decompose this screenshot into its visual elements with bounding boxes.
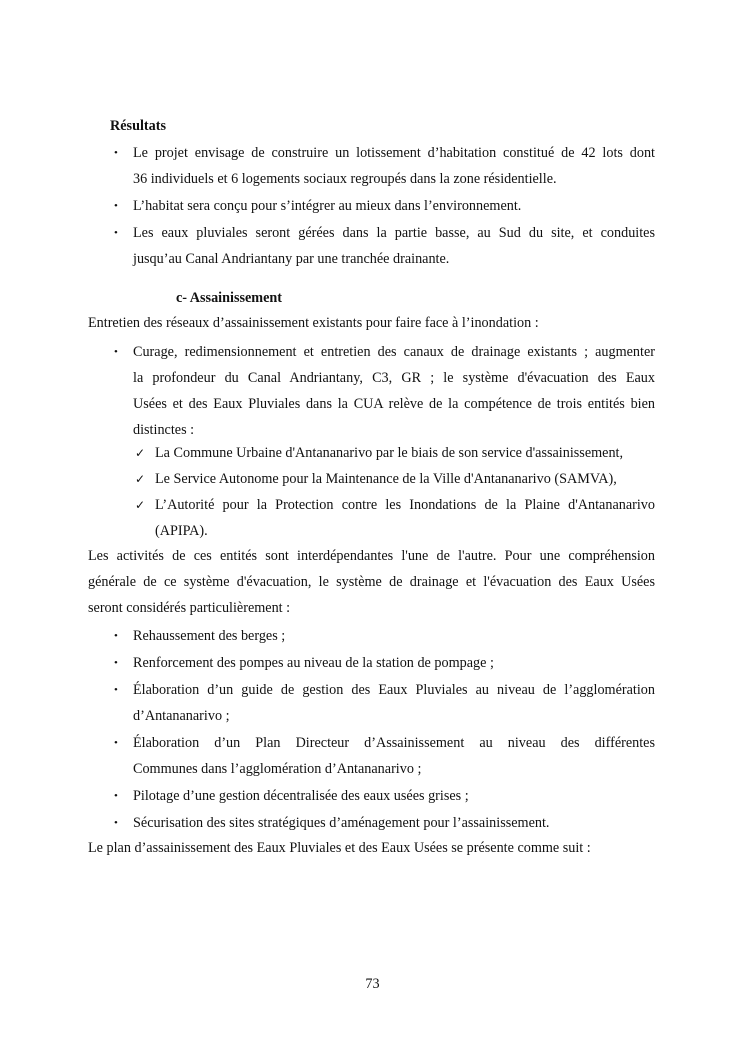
action-4-line-2: Communes dans l’agglomération d’Antananarivo ; — [133, 761, 422, 777]
bullet-icon: • — [114, 737, 118, 749]
action-2: Renforcement des pompes au niveau de la station de pompage ; — [133, 655, 494, 671]
bullet-icon: • — [114, 227, 118, 239]
entite-1: La Commune Urbaine d'Antananarivo par le biais de son service d'assainissement, — [155, 445, 624, 461]
para-activites-line-3: seront considérés particulièrement : — [88, 600, 291, 616]
curage-line-3: Usées et des Eaux Pluviales dans la CUA relève de la compétence de trois entités bien — [133, 396, 655, 412]
entite-2: Le Service Autonome pour la Maintenance de la Ville d'Antananarivo (SAMVA), — [155, 471, 617, 487]
section-heading-assainissement: c- Assainissement — [176, 290, 283, 306]
bullet-icon: • — [114, 684, 118, 696]
para-activites-line-1: Les activités de ces entités sont interdépendantes l'une de l'autre. Pour une compréhension — [88, 548, 655, 564]
resultats-item-1-line-2: 36 individuels et 6 logements sociaux regroupés dans la zone résidentielle. — [133, 171, 557, 187]
curage-line-2: la profondeur du Canal Andriantany, C3, GR ; le système d'évacuation des Eaux — [133, 370, 655, 386]
bullet-icon: • — [114, 657, 118, 669]
check-icon: ✓ — [135, 498, 146, 512]
action-5: Pilotage d’une gestion décentralisée des eaux usées grises ; — [133, 788, 469, 804]
resultats-item-2-line-1: L’habitat sera conçu pour s’intégrer au mieux dans l’environnement. — [133, 198, 522, 214]
bullet-icon: • — [114, 790, 118, 802]
bullet-icon: • — [114, 147, 118, 159]
bullet-icon: • — [114, 630, 118, 642]
curage-line-1: Curage, redimensionnement et entretien des canaux de drainage existants ; augmenter — [133, 344, 655, 360]
heading-resultats: Résultats — [110, 118, 166, 134]
action-3-line-2: d’Antananarivo ; — [133, 708, 230, 724]
entite-3-line-2: (APIPA). — [155, 523, 208, 539]
resultats-item-3-line-1: Les eaux pluviales seront gérées dans la partie basse, au Sud du site, et conduites — [133, 225, 655, 241]
bullet-icon: • — [114, 817, 118, 829]
para-activites-line-2: générale de ce système d'évacuation, le système de drainage et l'évacuation des Eaux Usées — [88, 574, 655, 590]
page-number: 73 — [365, 976, 380, 992]
intro-entretien: Entretien des réseaux d’assainissement existants pour faire face à l’inondation : — [88, 315, 539, 331]
bullet-icon: • — [114, 346, 118, 358]
action-1: Rehaussement des berges ; — [133, 628, 286, 644]
resultats-item-1-line-1: Le projet envisage de construire un lotissement d’habitation constitué de 42 lots dont — [133, 145, 655, 161]
action-4-line-1: Élaboration d’un Plan Directeur d’Assainissement au niveau des différentes — [133, 735, 655, 751]
resultats-item-3-line-2: jusqu’au Canal Andriantany par une tranchée drainante. — [133, 251, 450, 267]
check-icon: ✓ — [135, 472, 146, 486]
action-3-line-1: Élaboration d’un guide de gestion des Eaux Pluviales au niveau de l’agglomération — [133, 682, 655, 698]
conclusion: Le plan d’assainissement des Eaux Pluviales et des Eaux Usées se présente comme suit : — [88, 840, 591, 856]
entite-3-line-1: L’Autorité pour la Protection contre les Inondations de la Plaine d'Antananarivo — [155, 497, 655, 513]
curage-line-4: distinctes : — [133, 422, 195, 438]
bullet-icon: • — [114, 200, 118, 212]
action-6: Sécurisation des sites stratégiques d’aménagement pour l’assainissement. — [133, 815, 550, 831]
check-icon: ✓ — [135, 446, 146, 460]
